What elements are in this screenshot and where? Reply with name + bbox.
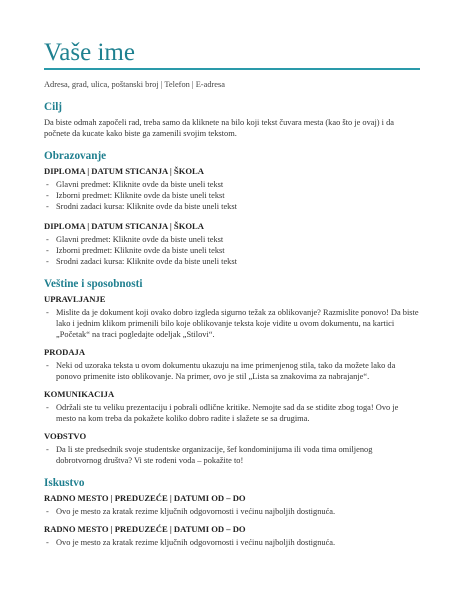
- experience-entry-heading[interactable]: RADNO MESTO | PREDUZEĆE | DATUMI OD – DO: [44, 493, 246, 503]
- bullet-dash: -: [46, 507, 49, 516]
- bullet-dash: -: [46, 538, 49, 547]
- experience-entry-list: [44, 506, 420, 517]
- section-title-skills[interactable]: Veštine i sposobnosti: [44, 278, 143, 290]
- list-item[interactable]: [44, 179, 420, 190]
- list-item-text: Mislite da je dokument koji ovako dobro izgleda sigurno težak za oblikovanje? Razmislite ponovo! Da biste lako i jednim klikom primenili bilo koje oblikovanje teksta koje vidite u ovom dokumentu, na kartici „Početak“ na traci pogledajte odeljak „Stilovi“.: [56, 308, 419, 339]
- list-item[interactable]: [44, 402, 420, 424]
- list-item[interactable]: [44, 234, 420, 245]
- list-item[interactable]: [44, 444, 420, 466]
- list-item-text: Glavni predmet: Kliknite ovde da biste uneli tekst: [56, 180, 224, 189]
- education-entry-heading[interactable]: DIPLOMA | DATUM STICANJA | ŠKOLA: [44, 166, 204, 176]
- skills-group-heading[interactable]: UPRAVLJANJE: [44, 294, 106, 304]
- skills-group-heading[interactable]: VOĐSTVO: [44, 431, 87, 441]
- section-title-experience[interactable]: Iskustvo: [44, 477, 85, 489]
- list-item[interactable]: [44, 256, 420, 267]
- experience-entry-list: [44, 537, 420, 548]
- list-item-text: Izborni predmet: Kliknite ovde da biste uneli tekst: [56, 246, 225, 255]
- skills-group-heading[interactable]: KOMUNIKACIJA: [44, 389, 115, 399]
- resume-content: [44, 38, 420, 548]
- experience-entry-heading[interactable]: RADNO MESTO | PREDUZEĆE | DATUMI OD – DO: [44, 524, 246, 534]
- skills-group-list: [44, 402, 420, 424]
- education-entry-list: [44, 179, 420, 212]
- list-item[interactable]: [44, 201, 420, 212]
- resume-name[interactable]: Vaše ime: [44, 39, 135, 66]
- bullet-dash: -: [46, 403, 49, 412]
- skills-group-list: [44, 444, 420, 466]
- section-title-goal[interactable]: Cilj: [44, 101, 63, 113]
- list-item[interactable]: [44, 245, 420, 256]
- title-rule: [44, 68, 420, 70]
- bullet-dash: -: [46, 257, 49, 266]
- skills-group-heading[interactable]: PRODAJA: [44, 347, 86, 357]
- bullet-dash: -: [46, 246, 49, 255]
- bullet-dash: -: [46, 202, 49, 211]
- list-item-text: Da li ste predsednik svoje studentske organizacije, šef kondominijuma ili voda tima omiljenog dobrotvornog društva? Vi ste rođeni voda – pokažite to!: [56, 445, 373, 465]
- goal-text[interactable]: Da biste odmah započeli rad, treba samo da kliknete na bilo koji tekst čuvara mesta (kao što je ovaj) i da počnete da kucate kako biste ga zamenili svojim tekstom.: [44, 118, 395, 138]
- list-item-text: Održali ste tu veliku prezentaciju i pobrali odlične kritike. Nemojte sad da se stidite zbog toga! Ovo je mesto na kom treba da pokažete koliko dobro radite i slažete se sa drugima.: [56, 403, 399, 423]
- bullet-dash: -: [46, 308, 49, 317]
- bullet-dash: -: [46, 445, 49, 454]
- contact-line[interactable]: Adresa, grad, ulica, poštanski broj | Telefon | E-adresa: [44, 80, 225, 89]
- list-item-text: Srodni zadaci kursa: Kliknite ovde da biste uneli tekst: [56, 257, 237, 266]
- list-item-text: Ovo je mesto za kratak rezime ključnih odgovornosti i većinu najboljih dostignuća.: [56, 507, 336, 516]
- list-item-text: Ovo je mesto za kratak rezime ključnih odgovornosti i većinu najboljih dostignuća.: [56, 538, 336, 547]
- list-item[interactable]: [44, 190, 420, 201]
- bullet-dash: -: [46, 180, 49, 189]
- list-item-text: Neki od uzoraka teksta u ovom dokumentu ukazuju na ime primenjenog stila, tako da možete lako da ponovo primenite isto oblikovanje. Na primer, ovo je stil „Lista sa znakovima za nabrajanje“.: [56, 361, 396, 381]
- list-item[interactable]: [44, 307, 420, 340]
- education-entry-heading[interactable]: DIPLOMA | DATUM STICANJA | ŠKOLA: [44, 221, 204, 231]
- bullet-dash: -: [46, 191, 49, 200]
- list-item[interactable]: [44, 360, 420, 382]
- section-title-education[interactable]: Obrazovanje: [44, 150, 107, 162]
- list-item-text: Srodni zadaci kursa: Kliknite ovde da biste uneli tekst: [56, 202, 237, 211]
- list-item-text: Izborni predmet: Kliknite ovde da biste uneli tekst: [56, 191, 225, 200]
- list-item-text: Glavni predmet: Kliknite ovde da biste uneli tekst: [56, 235, 224, 244]
- skills-group-list: [44, 307, 420, 340]
- bullet-dash: -: [46, 361, 49, 370]
- list-item[interactable]: [44, 537, 420, 548]
- skills-group-list: [44, 360, 420, 382]
- list-item[interactable]: [44, 506, 420, 517]
- bullet-dash: -: [46, 235, 49, 244]
- education-entry-list: [44, 234, 420, 267]
